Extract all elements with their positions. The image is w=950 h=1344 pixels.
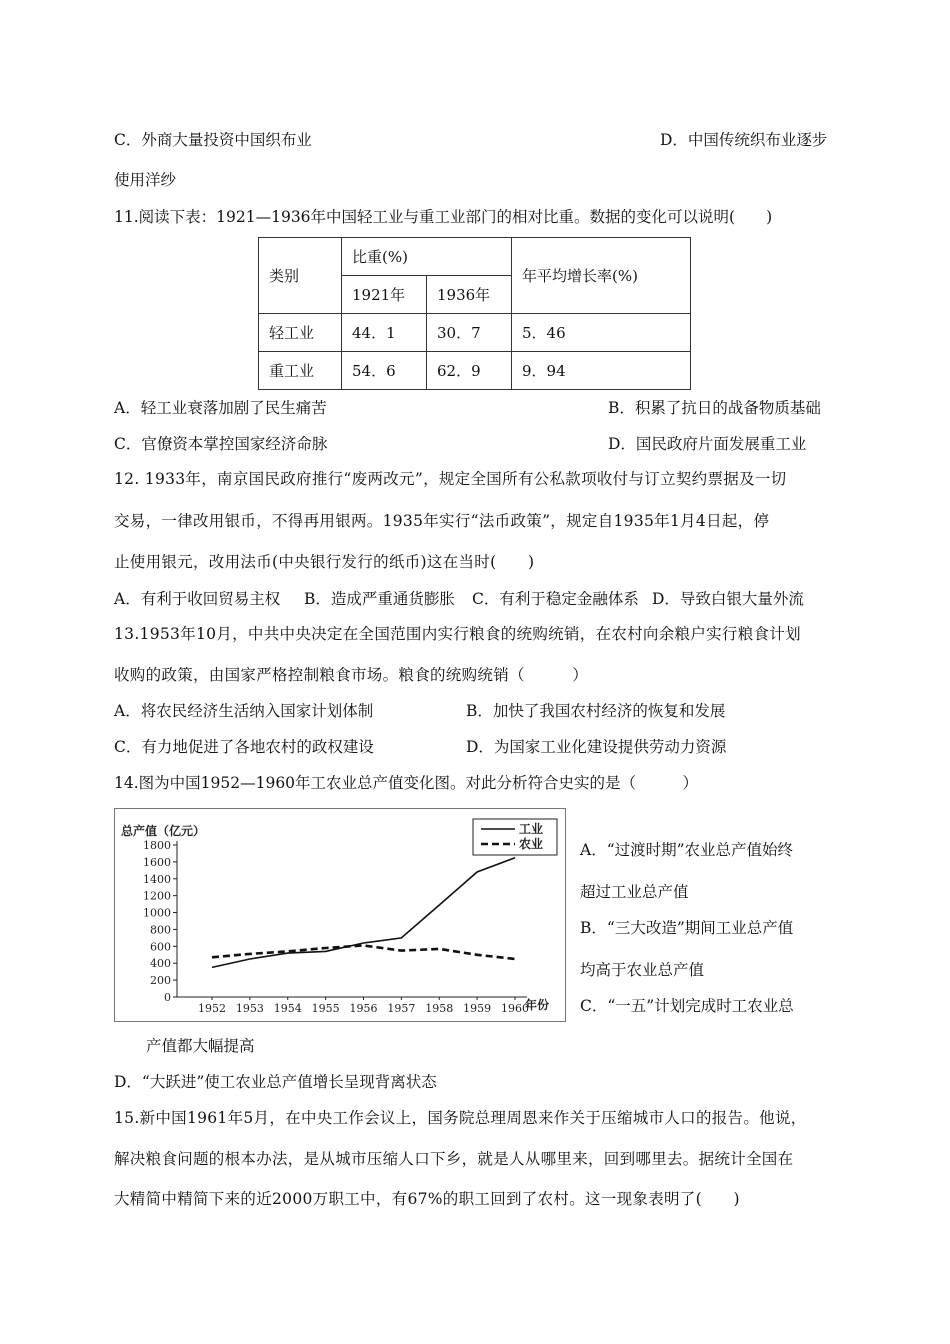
table-cell-growth: 9．94: [512, 352, 691, 390]
chart-x-tick-label: 1954: [273, 1002, 302, 1015]
q15-stem-line1: 15.新中国1961年5月，在中央工作会议上，国务院总理周恩来作关于压缩城市人口的报告。他说，: [114, 1109, 807, 1127]
chart-y-tick-label: 1600: [143, 855, 171, 869]
chart-x-tick-label: 1958: [425, 1002, 454, 1015]
table-header-category: 类别: [259, 238, 342, 314]
table-cell-1921: 54．6: [342, 352, 427, 390]
q12-option-a: A．有利于收回贸易主权: [114, 590, 281, 608]
table-header-share: 比重(%): [342, 238, 512, 276]
table-header-growth: 年平均增长率(%): [512, 238, 691, 314]
chart-y-tick-label: 1200: [143, 889, 171, 903]
q14-option-b-line1: B．“三大改造”期间工业总产值: [580, 919, 794, 937]
q13-option-c: C．有力地促进了各地农村的政权建设: [114, 738, 374, 756]
chart-y-tick-label: 800: [150, 923, 171, 937]
q11-option-a: A．轻工业衰落加剧了民生痛苦: [114, 399, 327, 417]
chart-legend-label: 工业: [519, 822, 544, 836]
q10-option-d: D．中国传统织布业逐步: [660, 131, 828, 149]
table-cell-name: 重工业: [259, 352, 342, 390]
chart-x-tick-label: 1956: [349, 1002, 378, 1015]
table-row: [259, 352, 691, 390]
q14-option-a-line2: 超过工业总产值: [580, 883, 689, 901]
q11-option-d: D．国民政府片面发展重工业: [608, 435, 807, 453]
chart-legend: [473, 819, 557, 855]
q14-option-a-line1: A．“过渡时期”农业总产值始终: [580, 841, 794, 859]
chart-xlabel: 年份: [525, 998, 550, 1012]
q15-stem-line3: 大精简中精简下来的近2000万职工中，有67%的职工回到了农村。这一现象表明了( ): [114, 1190, 740, 1208]
table-row: [259, 314, 691, 352]
chart-y-tick-label: 1400: [143, 872, 171, 886]
q13-option-d: D．为国家工业化建设提供劳动力资源: [466, 738, 727, 756]
q13-stem-line1: 13.1953年10月，中共中央决定在全国范围内实行粮食的统购统销，在农村向余粮户实行粮食计划: [114, 625, 801, 643]
chart-y-tick-label: 0: [164, 991, 171, 1004]
table-cell-growth: 5．46: [512, 314, 691, 352]
chart-lines: [212, 858, 515, 968]
chart-x-tick-label: 1959: [463, 1002, 492, 1015]
chart-x-tick-label: 1960: [501, 1002, 529, 1015]
chart-y-tick-label: 600: [150, 940, 171, 954]
chart-ticks: [143, 839, 529, 1015]
table-cell-1921: 44．1: [342, 314, 427, 352]
q11-table: [258, 237, 691, 390]
q14-option-b-line2: 均高于农业总产值: [580, 961, 705, 979]
q10-option-d-continued: 使用洋纱: [114, 171, 177, 189]
chart-x-tick-label: 1953: [235, 1002, 264, 1015]
q14-line-chart: [114, 808, 566, 1022]
q14-option-c-line2: 产值都大幅提高: [146, 1037, 255, 1055]
chart-legend-box: [473, 819, 557, 855]
chart-series-line-industry: [212, 858, 515, 968]
q11-stem: 11.阅读下表：1921—1936年中国轻工业与重工业部门的相对比重。数据的变化可以说明( ): [114, 208, 773, 226]
chart-x-tick-label: 1955: [311, 1002, 340, 1015]
q13-stem-line2: 收购的政策，由国家严格控制粮食市场。粮食的统购统销（ ）: [114, 666, 589, 684]
table-cell-1936: 30．7: [427, 314, 512, 352]
q11-option-b: B．积累了抗日的战备物质基础: [608, 399, 821, 417]
chart-y-tick-label: 400: [150, 957, 171, 971]
q13-option-a: A．将农民经济生活纳入国家计划体制: [114, 702, 374, 720]
q15-stem-line2: 解决粮食问题的根本办法，是从城市压缩人口下乡，就是人从哪里来，回到哪里去。据统计全国在: [114, 1150, 794, 1168]
q12-option-b: B．造成严重通货膨胀: [304, 590, 455, 608]
chart-y-tick-label: 1000: [143, 906, 171, 920]
table-cell-1936: 62．9: [427, 352, 512, 390]
chart-legend-label: 农业: [519, 837, 544, 851]
table-header-1921: 1921年: [342, 276, 427, 314]
chart-y-tick-label: 1800: [143, 839, 171, 852]
q12-stem-line2: 交易，一律改用银币，不得再用银两。1935年实行“法币政策”，规定自1935年1月4日起，停: [114, 512, 770, 530]
q11-option-c: C．官僚资本掌控国家经济命脉: [114, 435, 328, 453]
chart-x-tick-label: 1952: [198, 1002, 226, 1015]
chart-x-tick-label: 1957: [387, 1002, 416, 1015]
q13-option-b: B．加快了我国农村经济的恢复和发展: [466, 702, 726, 720]
chart-svg: [115, 809, 565, 1021]
q12-stem-line3: 止使用银元，改用法币(中央银行发行的纸币)这在当时( ): [114, 553, 535, 571]
q14-stem: 14.图为中国1952—1960年工农业总产值变化图。对此分析符合史实的是（ ）: [114, 774, 699, 792]
chart-axes: [177, 841, 527, 997]
chart-ylabel: 总产值（亿元）: [121, 824, 206, 838]
chart-series-line-agriculture: [212, 946, 515, 960]
table-cell-name: 轻工业: [259, 314, 342, 352]
q12-option-c: C．有利于稳定金融体系: [472, 590, 639, 608]
q12-stem-line1: 12. 1933年，南京国民政府推行“废两改元”，规定全国所有公私款项收付与订立契约票据及一切: [114, 470, 787, 488]
q14-option-d: D．“大跃进”使工农业总产值增长呈现背离状态: [114, 1073, 437, 1091]
q12-option-d: D．导致白银大量外流: [652, 590, 804, 608]
q14-option-c-line1: C．“一五”计划完成时工农业总: [580, 997, 794, 1015]
table-header-1936: 1936年: [427, 276, 512, 314]
chart-y-tick-label: 200: [150, 974, 171, 988]
q10-option-c: C．外商大量投资中国织布业: [114, 131, 312, 149]
